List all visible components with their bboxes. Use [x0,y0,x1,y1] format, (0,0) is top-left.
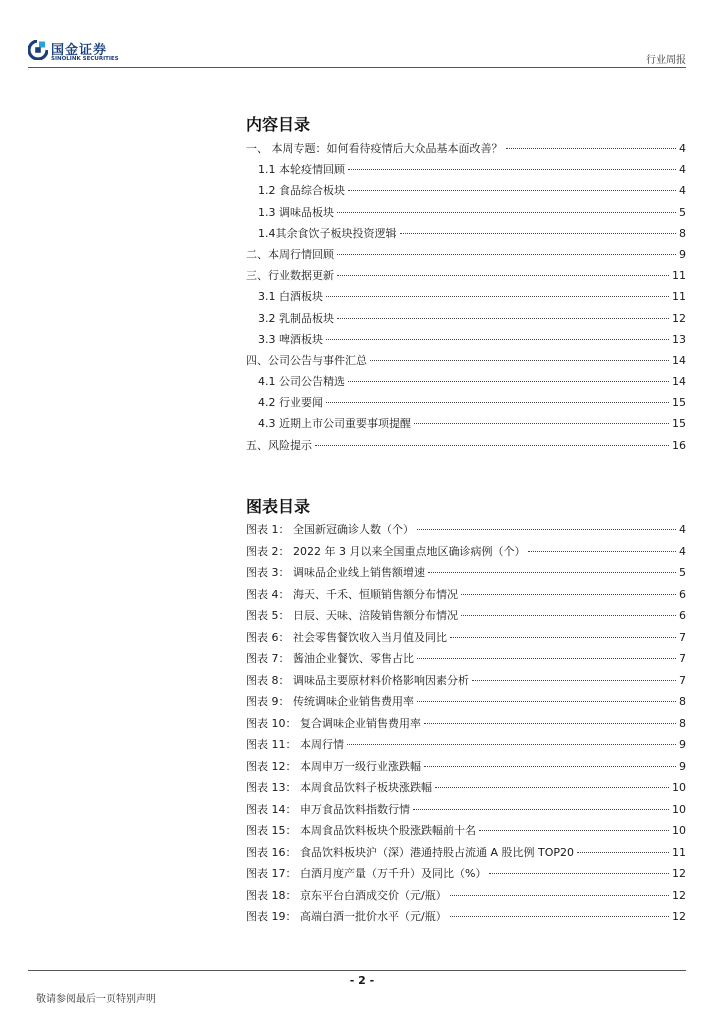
toc-entry-label: 4.2 行业要闻 [258,396,323,410]
figures-list [246,521,686,930]
dot-leader [348,190,676,191]
dot-leader [479,830,669,831]
figure-entry[interactable] [246,779,686,801]
report-type: 行业周报 [646,55,686,66]
logo-english-name: SINOLINK SECURITIES [51,56,119,62]
dot-leader [428,572,676,573]
dot-leader [348,381,669,382]
dot-leader [472,680,676,681]
dot-leader [326,296,669,297]
dot-leader [489,873,669,874]
figure-entry[interactable] [246,629,686,651]
toc-entry-page: 12 [672,888,686,902]
figures-title: 图表目录 [246,497,311,516]
figure-entry[interactable] [246,908,686,930]
toc-entry-label: 1.2 食品综合板块 [258,184,345,198]
page-header [0,0,724,70]
toc-entry-page: 6 [679,587,686,601]
toc-entry-page: 8 [679,226,686,240]
toc-entry-page: 7 [679,630,686,644]
toc-entry-label: 图表 11： 本周行情 [246,738,344,751]
dot-leader [450,637,676,638]
toc-entry-page: 4 [679,142,686,155]
dot-leader [424,766,676,767]
figure-entry[interactable] [246,822,686,844]
toc-entry-label: 1.3 调味品板块 [258,205,334,219]
figure-entry[interactable] [246,887,686,909]
toc-entry-label: 图表 5： 日辰、天味、涪陵销售额分布情况 [246,609,458,622]
toc-entry-page: 4 [679,544,686,558]
contents-entry[interactable] [246,140,686,161]
dot-leader [461,615,676,616]
toc-entry-label: 图表 19： 高端白酒一批价水平（元/瓶） [246,910,447,923]
figure-entry[interactable] [246,650,686,672]
figure-entry[interactable] [246,672,686,694]
dot-leader [506,148,677,149]
dot-leader [450,895,669,896]
figure-entry[interactable] [246,586,686,608]
toc-entry-label: 图表 16： 食品饮料板块沪（深）港通持股占流通 A 股比例 TOP20 [246,845,575,859]
dot-leader [417,701,676,702]
dot-leader [414,423,669,424]
dot-leader [348,169,676,170]
toc-entry-label: 图表 12： 本周申万一级行业涨跌幅 [246,759,421,773]
contents-entry[interactable] [246,437,686,458]
disclaimer-note: 敬请参阅最后一页特别声明 [36,994,156,1005]
contents-entry[interactable] [246,331,686,352]
toc-entry-label: 四、公司公告与事件汇总 [246,353,367,367]
contents-entry[interactable] [246,288,686,309]
toc-entry-page: 10 [672,781,686,794]
dot-leader [347,744,676,745]
contents-list [246,140,686,458]
toc-entry-label: 三、行业数据更新 [246,269,334,283]
figure-entry[interactable] [246,521,686,543]
figure-entry[interactable] [246,844,686,866]
figure-entry[interactable] [246,715,686,737]
toc-entry-page: 10 [672,802,686,816]
figure-entry[interactable] [246,564,686,586]
dot-leader [577,852,669,853]
company-logo [28,40,138,66]
dot-leader [337,254,676,255]
toc-entry-page: 5 [679,566,686,579]
toc-entry-label: 1.4其余食饮子板块投资逻辑 [258,226,397,240]
figure-entry[interactable] [246,693,686,715]
toc-entry-page: 14 [672,375,686,389]
dot-leader [337,212,676,213]
toc-entry-label: 图表 15： 本周食品饮料板块个股涨跌幅前十名 [246,824,476,837]
dot-leader [370,360,669,361]
dot-leader [337,318,669,319]
toc-entry-label: 二、本周行情回顾 [246,247,334,261]
toc-entry-label: 图表 13： 本周食品饮料子板块涨跌幅 [246,781,432,794]
dot-leader [461,594,676,595]
toc-entry-label: 图表 18： 京东平台白酒成交价（元/瓶） [246,888,447,902]
toc-entry-page: 10 [672,824,686,837]
footer-divider [28,970,686,971]
contents-entry[interactable] [246,415,686,436]
figure-entry[interactable] [246,865,686,887]
figure-entry[interactable] [246,801,686,823]
toc-entry-page: 4 [679,184,686,198]
toc-entry-page: 11 [672,845,686,859]
contents-title: 内容目录 [246,115,311,134]
toc-entry-label: 3.1 白酒板块 [258,290,323,304]
contents-entry[interactable] [246,204,686,225]
toc-entry-label: 图表 1： 全国新冠确诊人数（个） [246,523,414,536]
toc-entry-page: 13 [672,332,686,346]
contents-entry[interactable] [246,246,686,267]
toc-entry-page: 8 [679,695,686,708]
toc-entry-label: 3.2 乳制品板块 [258,311,334,325]
toc-entry-page: 12 [672,910,686,923]
toc-entry-label: 图表 3： 调味品企业线上销售额增速 [246,566,425,579]
toc-entry-label: 图表 14： 申万食品饮料指数行情 [246,802,410,816]
toc-entry-label: 图表 2： 2022 年 3 月以来全国重点地区确诊病例（个） [246,544,526,558]
figure-entry[interactable] [246,758,686,780]
toc-entry-label: 五、风险提示 [246,438,312,452]
contents-entry[interactable] [246,373,686,394]
dot-leader [326,402,669,403]
contents-entry[interactable] [246,225,686,246]
toc-entry-page: 4 [679,163,686,177]
toc-entry-page: 11 [672,269,686,283]
toc-entry-page: 8 [679,716,686,730]
toc-entry-page: 9 [679,247,686,261]
dot-leader [417,658,676,659]
page-number: - 2 - [349,974,375,987]
toc-entry-page: 14 [672,353,686,367]
dot-leader [435,787,669,788]
dot-leader [326,339,669,340]
toc-entry-label: 图表 17： 白酒月度产量（万千升）及同比（%） [246,867,487,880]
sinolink-logo-icon [28,40,48,60]
contents-entry[interactable] [246,352,686,373]
toc-entry-page: 12 [672,867,686,880]
toc-entry-label: 图表 9： 传统调味企业销售费用率 [246,695,414,708]
dot-leader [417,529,676,530]
toc-entry-label: 图表 7： 酱油企业餐饮、零售占比 [246,652,414,665]
toc-entry-page: 15 [672,417,686,431]
toc-entry-label: 3.3 啤酒板块 [258,332,323,346]
toc-entry-page: 5 [679,205,686,219]
dot-leader [315,445,669,446]
toc-entry-page: 7 [679,673,686,687]
toc-entry-page: 12 [672,311,686,325]
figure-entry[interactable] [246,543,686,565]
logo-chinese-name: 国金证券 [51,43,108,58]
toc-entry-page: 15 [672,396,686,410]
dot-leader [337,275,669,276]
toc-entry-page: 4 [679,523,686,536]
toc-entry-page: 7 [679,652,686,665]
contents-entry[interactable] [246,267,686,288]
dot-leader [528,551,676,552]
toc-entry-page: 16 [672,438,686,452]
dot-leader [450,916,669,917]
figure-entry[interactable] [246,607,686,629]
toc-entry-label: 4.1 公司公告精选 [258,375,345,389]
header-divider [28,67,686,68]
contents-entry[interactable] [246,161,686,182]
contents-entry[interactable] [246,310,686,331]
figure-entry[interactable] [246,736,686,758]
toc-entry-page: 6 [679,609,686,622]
toc-entry-page: 11 [672,290,686,304]
toc-entry-label: 图表 8： 调味品主要原材料价格影响因素分析 [246,673,469,687]
toc-entry-label: 1.1 本轮疫情回顾 [258,163,345,177]
toc-entry-page: 9 [679,738,686,751]
toc-entry-label: 图表 4： 海天、千禾、恒顺销售额分布情况 [246,587,458,601]
toc-entry-page: 9 [679,759,686,773]
dot-leader [400,233,677,234]
toc-entry-label: 图表 6： 社会零售餐饮收入当月值及同比 [246,630,447,644]
toc-entry-label: 一、 本周专题：如何看待疫情后大众品基本面改善？ [246,142,503,155]
contents-entry[interactable] [246,182,686,203]
toc-entry-label: 4.3 近期上市公司重要事项提醒 [258,417,411,431]
contents-entry[interactable] [246,394,686,415]
dot-leader [424,723,676,724]
toc-entry-label: 图表 10： 复合调味企业销售费用率 [246,716,421,730]
dot-leader [413,809,669,810]
